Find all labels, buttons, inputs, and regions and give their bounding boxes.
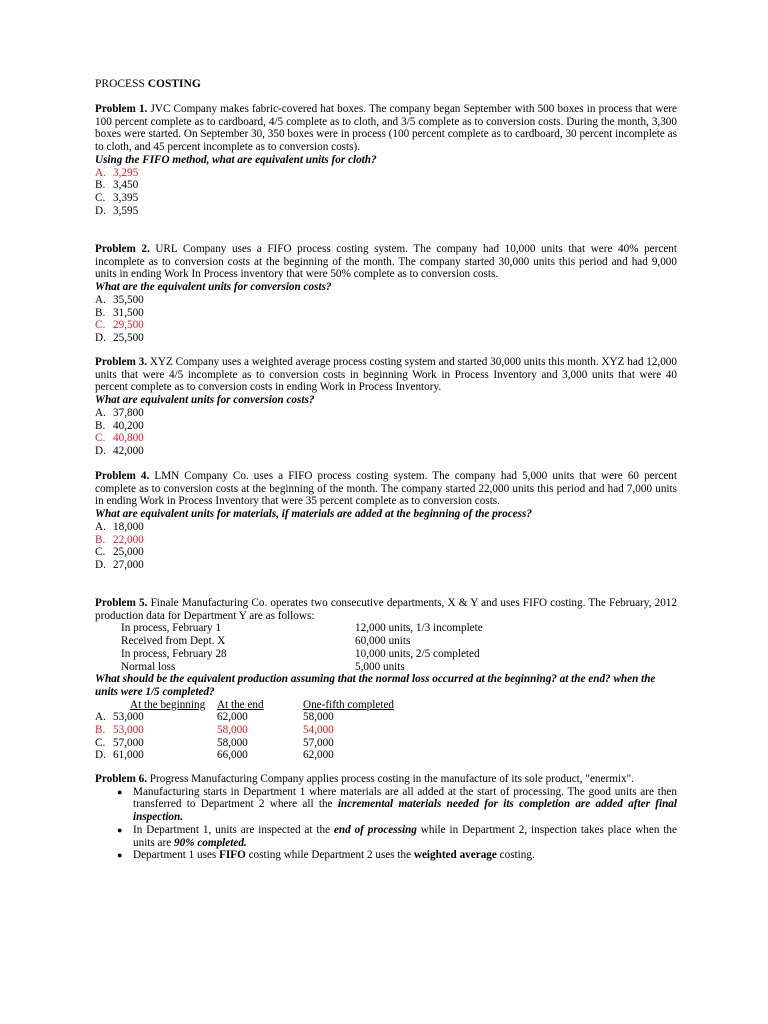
option-a: A. 37,800: [95, 406, 144, 419]
problem-6-text: Problem 6. Progress Manufacturing Company applies process costing in the manufacture of its sole product, "enermix".: [95, 773, 634, 785]
option-d: D. 27,000: [95, 558, 144, 571]
problem-3-options: [95, 407, 677, 458]
option-d: D. 3,595: [95, 204, 139, 217]
data-row: In process, February 1 12,000 units, 1/3 incomplete: [121, 622, 483, 635]
option-a: A. 53,000 62,000 58,000: [95, 711, 334, 724]
option-c: C. 29,500: [95, 319, 144, 332]
option-d: D. 42,000: [95, 444, 144, 457]
data-row: Normal loss 5,000 units: [121, 660, 405, 673]
problem-6-bullets: [95, 786, 677, 862]
production-data: [95, 622, 677, 673]
option-b: B. 31,500: [95, 306, 144, 319]
problem-2: [95, 243, 677, 345]
problem-3-question: What are equivalent units for conversion costs?: [95, 394, 315, 407]
option-c: C. 25,000: [95, 546, 144, 559]
column-headers: At the beginning At the end One-fifth completed: [130, 698, 395, 711]
bullet-dot-icon: ●: [117, 824, 123, 835]
problem-1-text: Problem 1. JVC Company makes fabric-covered hat boxes. The company began September with 500 boxes in process that were 100 percent complete as to cardboard, 4/5 complete as to cloth, and 3/5 complete as to conversion costs. During the month, 3,300 boxes were started. On September 30, 350 boxes were in process (100 percent complete as to cardboard, 30 percent incomplete as to cloth, and 45 percent incomplete as to conversion costs).: [95, 103, 677, 154]
option-b: B. 3,450: [95, 179, 139, 192]
problem-6: [95, 773, 677, 862]
option-d: D. 25,500: [95, 331, 144, 344]
page-title: PROCESS COSTING: [95, 78, 201, 90]
bullet-item: ● In Department 1, units are inspected at the end of processing while in Department 2, inspection takes place when the units are 90% completed.: [95, 824, 677, 849]
bullet-item: ● Department 1 uses FIFO costing while Department 2 uses the weighted average costing.: [95, 849, 677, 862]
problem-5-question: What should be the equivalent production assuming that the normal loss occurred at the beginning? at the end? when the units were 1/5 completed?: [95, 673, 656, 698]
option-b: B. 53,000 58,000 54,000: [95, 724, 334, 737]
problem-5: [95, 597, 677, 762]
problem-1-options: [95, 167, 677, 218]
option-b: B. 22,000: [95, 533, 144, 546]
answer-choices-table: [95, 699, 677, 763]
problem-1: [95, 103, 677, 217]
option-a: A. 3,295: [95, 166, 139, 179]
option-b: B. 40,200: [95, 419, 144, 432]
bullet-item: ● Manufacturing starts in Department 1 where materials are all added at the start of processing. The good units are then transferred to Department 2 where all the incremental materials needed for its completion are added after final inspection.: [95, 786, 677, 824]
data-row: Received from Dept. X 60,000 units: [121, 635, 411, 648]
problem-2-options: [95, 294, 677, 345]
bullet-dot-icon: ●: [117, 786, 123, 797]
problem-4-text: Problem 4. LMN Company Co. uses a FIFO process costing system. The company had 5,000 units that were 60 percent complete as to conversion costs at the beginning of the month. The company started 22,000 units this period and had 7,000 units in ending Work in Process Inventory that were 35 percent complete as to conversion costs.: [95, 470, 677, 508]
option-c: C. 3,395: [95, 191, 139, 204]
problem-3: [95, 356, 677, 458]
problem-3-text: Problem 3. XYZ Company uses a weighted average process costing system and started 30,000 units this month. XYZ had 12,000 units that were 4/5 incomplete as to conversion costs in beginning Work in Process Inventory and 3,000 units that were 40 percent complete as to conversion costs in ending Work in Process Inventory.: [95, 356, 677, 394]
problem-2-question: What are the equivalent units for conversion costs?: [95, 281, 332, 294]
problem-2-text: Problem 2. URL Company uses a FIFO process costing system. The company had 10,000 units that were 40% percent incomplete as to conversion costs at the beginning of the month. The company started 30,000 units this period and had 9,000 units in ending Work In Process inventory that were 50% complete as to conversion costs.: [95, 243, 678, 281]
option-c: C. 40,800: [95, 432, 144, 445]
option-d: D. 61,000 66,000 62,000: [95, 749, 334, 762]
option-a: A. 18,000: [95, 520, 144, 533]
option-a: A. 35,500: [95, 293, 144, 306]
problem-4-options: [95, 521, 677, 572]
problem-1-question: Using the FIFO method, what are equivalent units for cloth?: [95, 153, 377, 166]
data-row: In process, February 28 10,000 units, 2/5 completed: [121, 647, 480, 660]
problem-5-text: Problem 5. Finale Manufacturing Co. operates two consecutive departments, X & Y and uses FIFO costing. The February, 2012 production data for Department Y are as follows:: [95, 597, 677, 622]
bullet-dot-icon: ●: [117, 850, 123, 861]
option-c: C. 57,000 58,000 57,000: [95, 736, 334, 749]
problem-4: [95, 470, 677, 572]
problem-4-question: What are equivalent units for materials, if materials are added at the beginning of the process?: [95, 508, 532, 521]
